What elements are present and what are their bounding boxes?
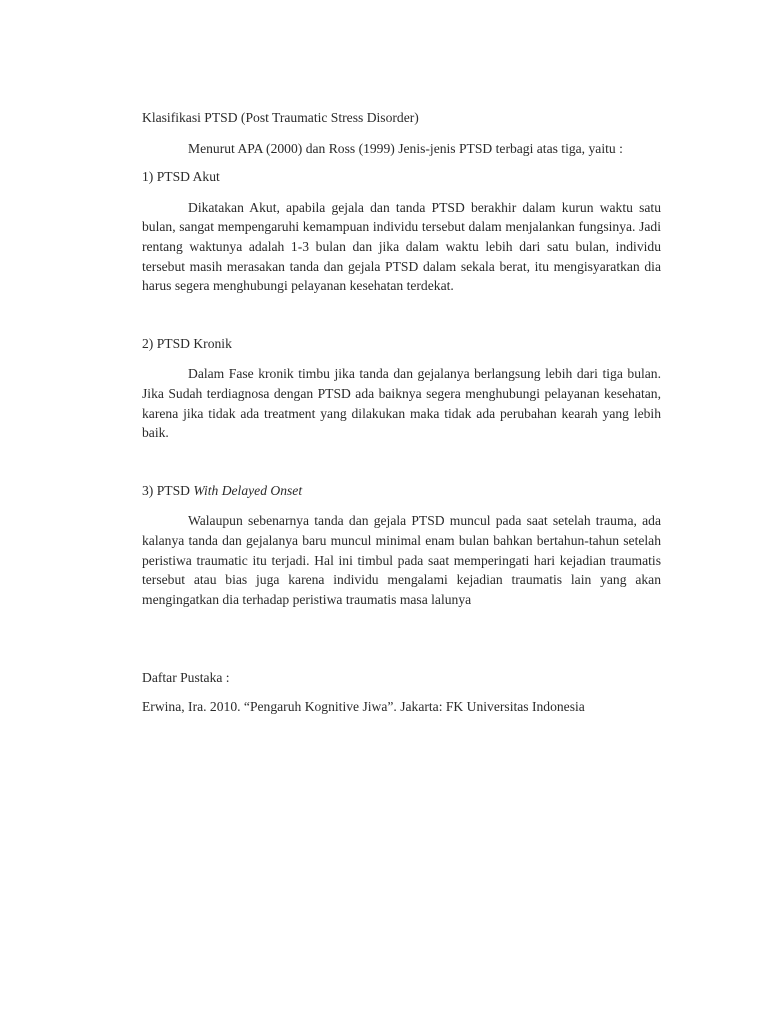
references-heading: Daftar Pustaka : [142, 670, 230, 686]
reference-entry: Erwina, Ira. 2010. “Pengaruh Kognitive Jiwa”. Jakarta: FK Universitas Indonesia [142, 698, 585, 714]
intro-paragraph: Menurut APA (2000) dan Ross (1999) Jenis-jenis PTSD terbagi atas tiga, yaitu : [188, 140, 623, 156]
section-heading-kronik: 2) PTSD Kronik [142, 335, 232, 351]
section-heading-delayed-onset [142, 481, 661, 501]
section-body-delayed-onset: Walaupun sebenarnya tanda dan gejala PTSD muncul pada saat setelah trauma, ada kalanya tanda dan gejalanya baru muncul minimal enam bulan bahkan bertahun-tahun setelah peristiwa traumatic itu terjadi. Hal ini timbul pada saat memperingati hari kejadian traumatis tersebut atau bias juga karena individu mengalami kejadian traumatis lain yang akan mengingatkan dia terhadap peristiwa traumatis masa lalunya [142, 513, 661, 607]
document-title: Klasifikasi PTSD (Post Traumatic Stress Disorder) [142, 110, 419, 125]
section-body-akut: Dikatakan Akut, apabila gejala dan tanda PTSD berakhir dalam kurun waktu satu bulan, sangat mempengaruhi kemampuan individu tersebut dalam menjalankan fungsinya. Jadi rentang waktunya adalah 1-3 bulan dan jika dalam waktu lebih dari satu bulan, individu tersebut masih merasakan tanda dan gejala PTSD dalam sekala berat, itu mengisyaratkan dia harus segera menghubungi pelayanan kesehatan terdekat. [142, 199, 661, 294]
document-page [142, 108, 661, 716]
section-body-kronik: Dalam Fase kronik timbu jika tanda dan gejalanya berlangsung lebih dari tiga bulan. Jika Sudah terdiagnosa dengan PTSD ada baiknya segera menghubungi pelayanan kesehatan, karena jika tidak ada treatment yang dilakukan maka tidak ada perubahan kearah yang lebih baik. [142, 366, 661, 441]
section-heading-delayed-italic: With Delayed Onset [193, 482, 303, 498]
section-heading-delayed-prefix: 3) PTSD [142, 482, 194, 498]
section-heading-akut: 1) PTSD Akut [142, 169, 220, 185]
